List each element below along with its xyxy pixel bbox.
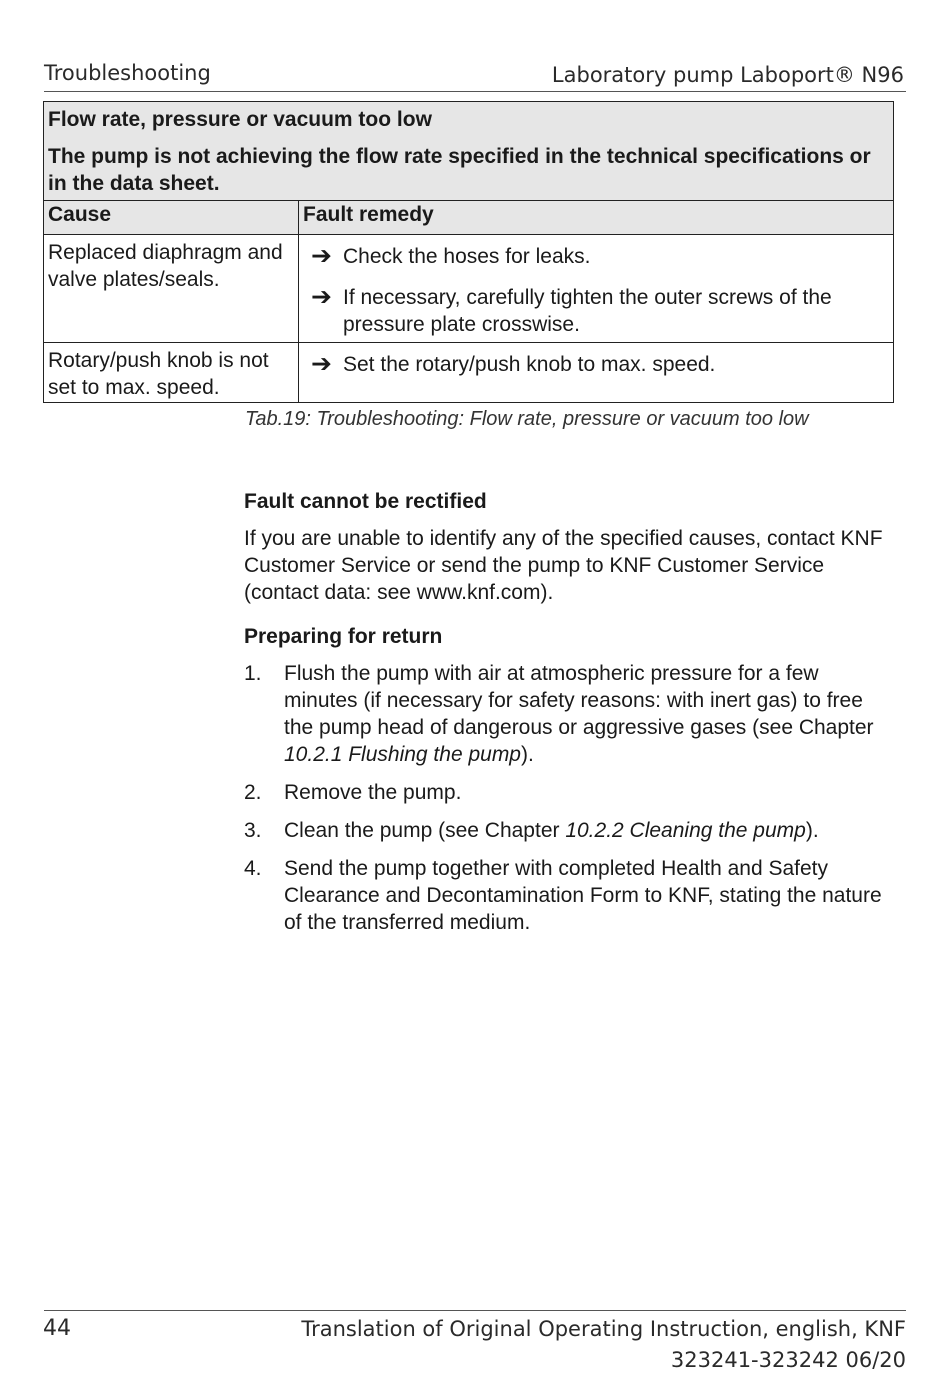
table-row: [44, 343, 894, 403]
footer-line-2: 323241-323242 06/20: [670, 1348, 906, 1372]
cause-text: Rotary/push knob is not set to max. speed.: [48, 349, 269, 399]
column-header-cause: Cause: [44, 201, 299, 235]
step-text-end: ).: [521, 743, 534, 766]
step-text: Clean the pump (see Chapter: [284, 819, 566, 842]
footer-divider: [44, 1310, 906, 1311]
remedy-item: [303, 284, 889, 338]
remedy-text: Set the rotary/push knob to max. speed.: [343, 353, 716, 376]
footer-line-1: Translation of Original Operating Instruction, english, KNF: [301, 1317, 906, 1341]
chapter-reference: 10.2.2 Cleaning the pump: [565, 819, 806, 842]
arrow-right-icon: ➔: [311, 282, 332, 311]
list-item: [244, 779, 894, 806]
arrow-right-icon: ➔: [311, 349, 332, 378]
step-number: 2.: [244, 781, 262, 804]
list-item: [244, 855, 894, 936]
remedy-item: [303, 351, 889, 378]
column-header-remedy: Fault remedy: [299, 201, 894, 235]
list-item: [244, 660, 894, 768]
step-text-end: ).: [805, 819, 819, 842]
step-number: 1.: [244, 662, 262, 685]
running-header-title: Laboratory pump Laboport® N96: [551, 63, 904, 87]
cause-cell: [44, 343, 299, 403]
fault-section: [244, 488, 894, 606]
troubleshooting-table: [43, 101, 894, 403]
step-number: 4.: [244, 857, 262, 880]
section-heading: Preparing for return: [244, 625, 443, 648]
remedy-cell: [299, 343, 894, 403]
step-text: Flush the pump with air at atmospheric pressure for a few minutes (if necessary for safety reasons: with inert gas) to free the pump head of dangerous or aggressive gases (see Chapter: [284, 662, 874, 739]
section-body: If you are unable to identify any of the specified causes, contact KNF Customer Service or send the pump to KNF Customer Service (contact data: see www.knf.com).: [244, 527, 883, 604]
return-section-heading: [244, 623, 894, 650]
section-heading: Fault cannot be rectified: [244, 490, 487, 513]
running-header-section: Troubleshooting: [44, 61, 211, 85]
step-text: Remove the pump.: [284, 781, 462, 804]
table-row: [44, 235, 894, 343]
arrow-right-icon: ➔: [311, 241, 332, 270]
return-steps-list: [244, 660, 894, 947]
cause-text: Replaced diaphragm and valve plates/seals.: [48, 241, 283, 291]
list-item: [244, 817, 894, 844]
remedy-text: If necessary, carefully tighten the outer screws of the pressure plate crosswise.: [343, 286, 832, 336]
step-number: 3.: [244, 819, 262, 842]
cause-cell: [44, 235, 299, 343]
table-subtitle: The pump is not achieving the flow rate specified in the technical specifications or in the data sheet.: [48, 145, 871, 195]
table-heading-cell: [44, 102, 894, 201]
table-title: Flow rate, pressure or vacuum too low: [48, 108, 432, 131]
table-caption: Tab.19: Troubleshooting: Flow rate, pressure or vacuum too low: [245, 408, 809, 430]
remedy-cell: [299, 235, 894, 343]
remedy-text: Check the hoses for leaks.: [343, 245, 591, 268]
footer-document-info: [301, 1314, 906, 1376]
header-divider: [44, 91, 906, 92]
chapter-reference: 10.2.1 Flushing the pump: [284, 743, 521, 766]
remedy-item: [303, 243, 889, 270]
page-number: 44: [43, 1316, 71, 1341]
step-text: Send the pump together with completed Health and Safety Clearance and Decontamination Form to KNF, stating the nature of the transferred medium.: [284, 857, 882, 934]
